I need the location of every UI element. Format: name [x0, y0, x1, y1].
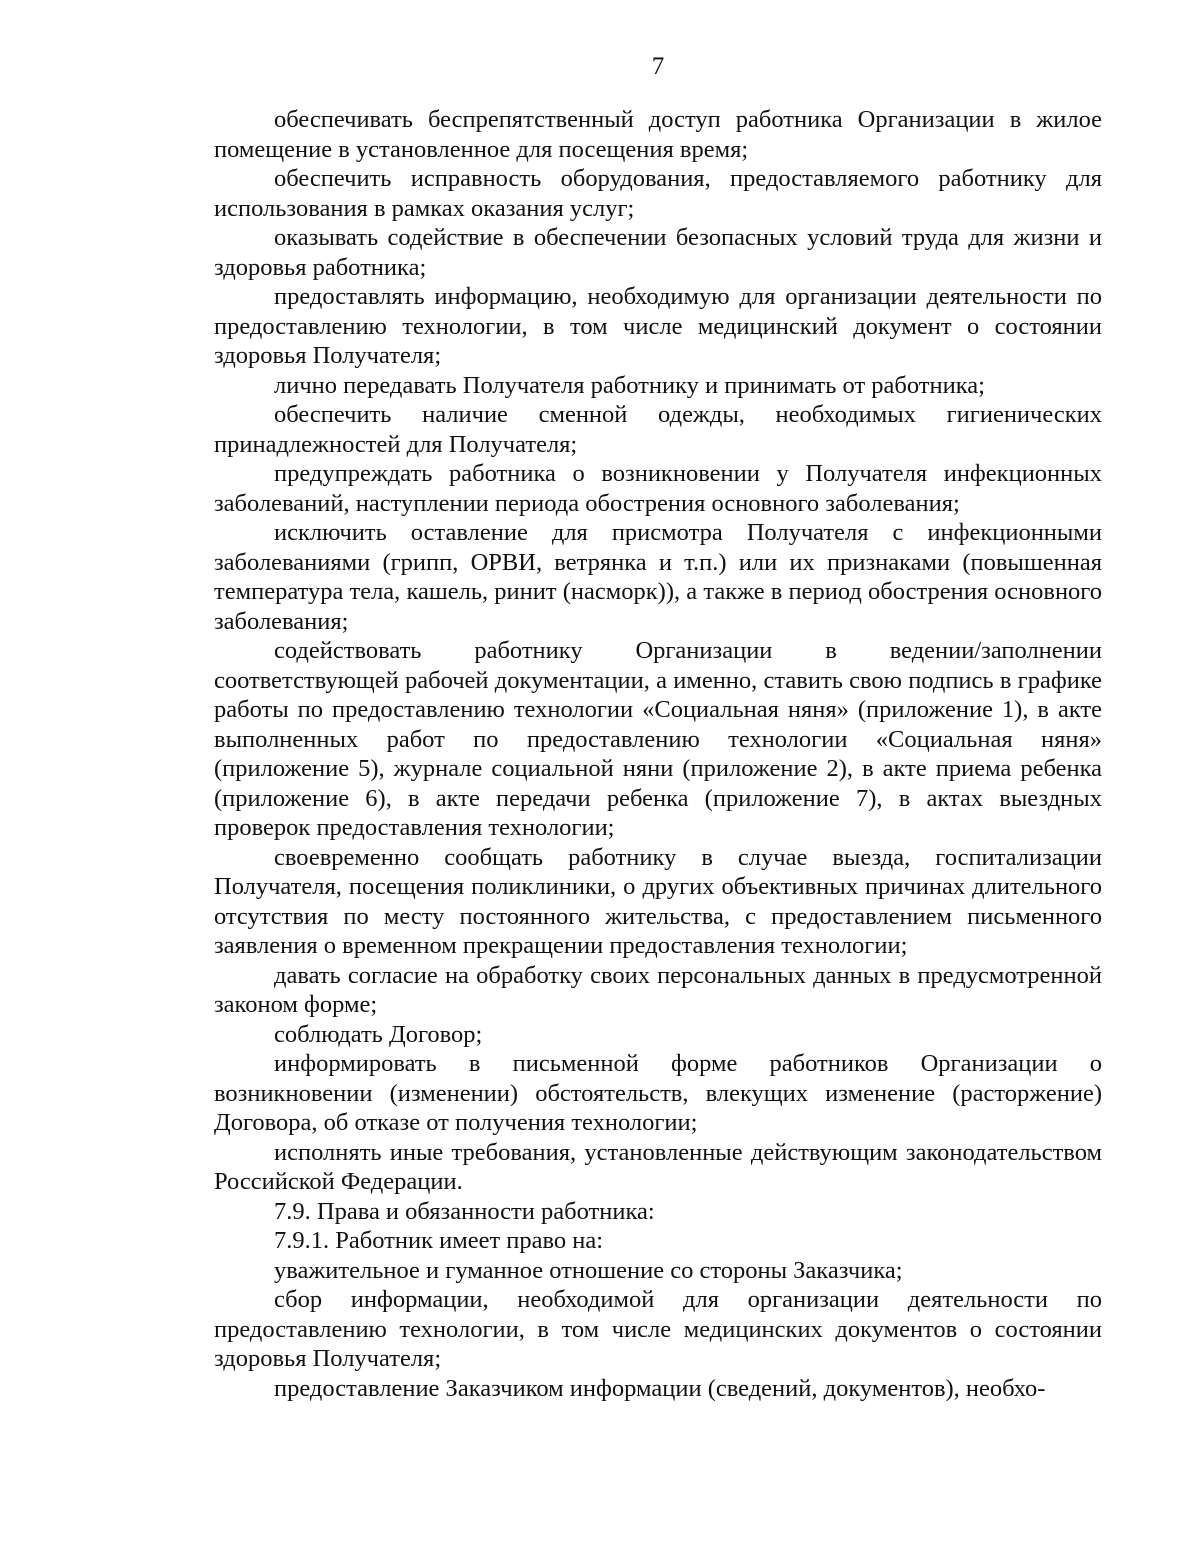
paragraph: оказывать содействие в обеспечении безопасных условий труда для жизни и здоровья работника; — [214, 224, 1102, 281]
paragraph: давать согласие на обработку своих персональных данных в предусмотренной законом форме; — [214, 961, 1102, 1018]
paragraph: сбор информации, необходимой для организации деятельности по предоставлению технологии, в том числе медицинских документов о состоянии здоровья Получателя; — [214, 1286, 1102, 1372]
paragraph: уважительное и гуманное отношение со стороны Заказчика; — [274, 1256, 903, 1284]
paragraph: предупреждать работника о возникновении у Получателя инфекционных заболеваний, наступлении периода обострения основного заболевания; — [214, 460, 1102, 517]
document-body — [214, 105, 1102, 1403]
paragraph: своевременно сообщать работнику в случае выезда, госпитализации Получателя, посещения поликлиники, о других объективных причинах длительного отсутствия по месту постоянного жительства, с предоставлением письменного заявления о временном прекращении предоставления технологии; — [214, 843, 1102, 959]
paragraph: исполнять иные требования, установленные действующим законодательством Российской Федерации. — [214, 1138, 1102, 1195]
subsection-heading: 7.9.1. Работник имеет право на: — [274, 1227, 604, 1254]
paragraph: исключить оставление для присмотра Получателя с инфекционными заболеваниями (грипп, ОРВИ, ветрянка и т.п.) или их признаками (повышенная температура тела, кашель, ринит (насморк)), а также в период обострения основного заболевания; — [214, 519, 1102, 635]
paragraph: предоставлять информацию, необходимую для организации деятельности по предоставлению технологии, в том числе медицинский документ о состоянии здоровья Получателя; — [214, 283, 1102, 369]
page-number: 7 — [651, 53, 665, 80]
paragraph: предоставление Заказчиком информации (сведений, документов), необхо- — [274, 1374, 1046, 1402]
section-heading: 7.9. Права и обязанности работника: — [274, 1197, 655, 1225]
paragraph: обеспечивать беспрепятственный доступ работника Организации в жилое помещение в установленное для посещения время; — [214, 106, 1102, 163]
paragraph: информировать в письменной форме работников Организации о возникновении (изменении) обстоятельств, влекущих изменение (расторжение) Договора, об отказе от получения технологии; — [214, 1050, 1102, 1136]
paragraph: соблюдать Договор; — [274, 1020, 483, 1048]
paragraph: обеспечить исправность оборудования, предоставляемого работнику для использования в рамках оказания услуг; — [214, 165, 1102, 222]
paragraph: содействовать работнику Организации в ведении/заполнении соответствующей рабочей документации, а именно, ставить свою подпись в графике работы по предоставлению технологии «Социальная няня» (приложение 1), в акте выполненных работ по предоставлению технологии «Социальная няня» (приложение 5), журнале социальной няни (приложение 2), в акте приема ребенка (приложение 6), в акте передачи ребенка (приложение 7), в актах выездных проверок предоставления технологии; — [214, 637, 1102, 841]
paragraph: лично передавать Получателя работнику и принимать от работника; — [274, 371, 985, 399]
paragraph: обеспечить наличие сменной одежды, необходимых гигиенических принадлежностей для Получателя; — [214, 401, 1102, 458]
